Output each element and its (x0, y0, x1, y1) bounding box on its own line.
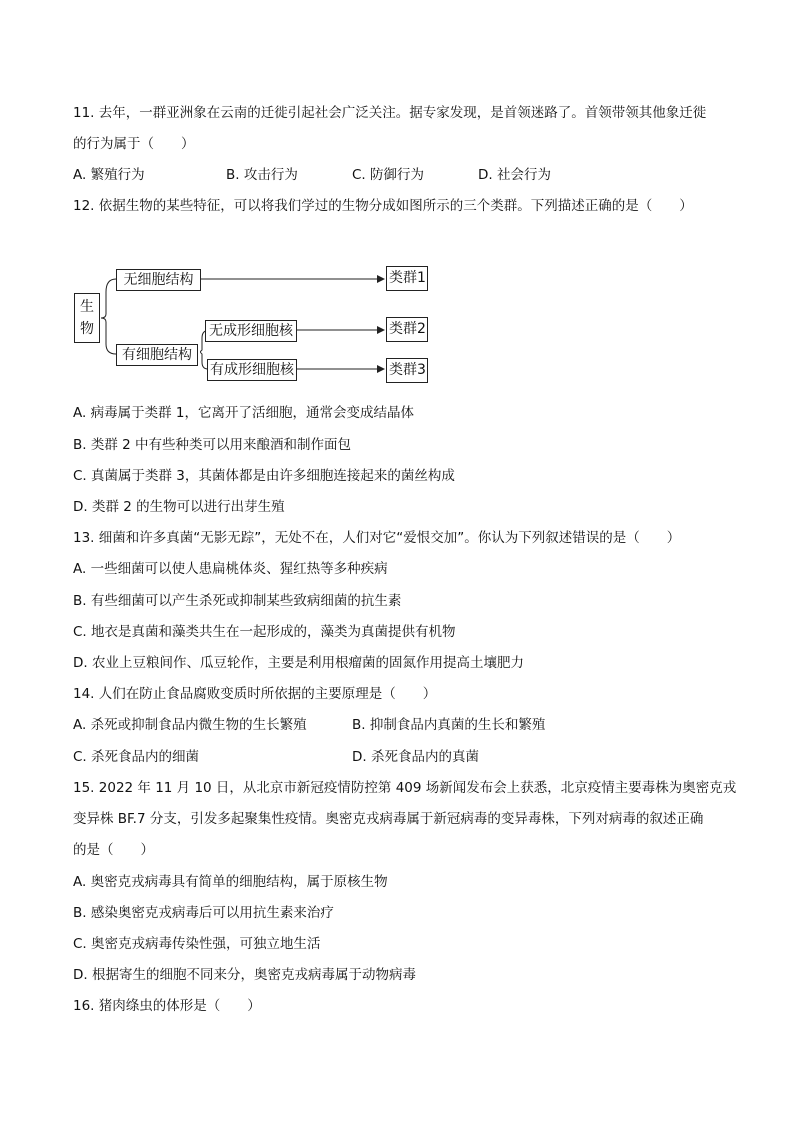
q14-option-c: C. 杀死食品内的细菌 (73, 749, 200, 765)
q13-option-d: D. 农业上豆粮间作、瓜豆轮作，主要是利用根瘤菌的固氮作用提高土壤肥力 (73, 655, 524, 671)
classification-diagram (72, 262, 442, 392)
node-group-2: 类群2 (386, 317, 428, 342)
q13-stem: 13. 细菌和许多真菌“无影无踪”，无处不在，人们对它“爱恨交加”。你认为下列叙述错误的是（ ） (73, 530, 681, 546)
q12-option-a: A. 病毒属于类群 1，它离开了活细胞，通常会变成结晶体 (73, 405, 414, 421)
node-has-cell-structure: 有细胞结构 (116, 344, 198, 366)
q12-stem: 12. 依据生物的某些特征，可以将我们学过的生物分成如图所示的三个类群。下列描述正确的是（ ） (73, 198, 693, 214)
q16-stem: 16. 猪肉绦虫的体形是（ ） (73, 998, 261, 1014)
q12-option-d: D. 类群 2 的生物可以进行出芽生殖 (73, 499, 285, 515)
q14-stem: 14. 人们在防止食品腐败变质时所依据的主要原理是（ ） (73, 686, 437, 702)
q11-stem-line1: 11. 去年，一群亚洲象在云南的迁徙引起社会广泛关注。据专家发现，是首领迷路了。首领带领其他象迁徙 (73, 105, 707, 121)
q12-option-b: B. 类群 2 中有些种类可以用来酿酒和制作面包 (73, 437, 352, 453)
node-no-cell-structure: 无细胞结构 (116, 269, 201, 291)
node-no-nucleus: 无成形细胞核 (205, 320, 297, 342)
q11-option-d: D. 社会行为 (478, 167, 551, 183)
q15-stem-line2: 变异株 BF.7 分支，引发多起聚集性疫情。奥密克戎病毒属于新冠病毒的变异毒株，下列对病毒的叙述正确 (73, 811, 704, 827)
q13-option-a: A. 一些细菌可以使人患扁桃体炎、猩红热等多种疾病 (73, 561, 388, 577)
q14-option-b: B. 抑制食品内真菌的生长和繁殖 (352, 717, 546, 733)
q14-option-d: D. 杀死食品内的真菌 (352, 749, 479, 765)
q15-stem-line1: 15. 2022 年 11 月 10 日，从北京市新冠疫情防控第 409 场新闻发布会上获悉，北京疫情主要毒株为奥密克戎 (73, 780, 737, 796)
q15-option-b: B. 感染奥密克戎病毒后可以用抗生素来治疗 (73, 905, 334, 921)
node-group-1: 类群1 (386, 266, 428, 291)
node-group-3: 类群3 (386, 358, 428, 383)
q15-stem-line3: 的是（ ） (73, 842, 154, 858)
q11-stem-line2: 的行为属于（ ） (73, 136, 195, 152)
q13-option-b: B. 有些细菌可以产生杀死或抑制某些致病细菌的抗生素 (73, 593, 402, 609)
q15-option-c: C. 奥密克戎病毒传染性强，可独立地生活 (73, 936, 321, 952)
q12-option-c: C. 真菌属于类群 3，其菌体都是由许多细胞连接起来的菌丝构成 (73, 468, 455, 484)
q13-option-c: C. 地衣是真菌和藻类共生在一起形成的，藻类为真菌提供有机物 (73, 624, 456, 640)
q15-option-d: D. 根据寄生的细胞不同来分，奥密克戎病毒属于动物病毒 (73, 967, 416, 983)
root-node: 生物 (74, 293, 100, 343)
root-brace (101, 279, 116, 354)
q11-option-c: C. 防御行为 (352, 167, 425, 183)
q14-option-a: A. 杀死或抑制食品内微生物的生长繁殖 (73, 717, 307, 733)
q11-option-b: B. 攻击行为 (226, 167, 298, 183)
q11-option-a: A. 繁殖行为 (73, 167, 145, 183)
node-has-nucleus: 有成形细胞核 (207, 359, 297, 381)
q15-option-a: A. 奥密克戎病毒具有简单的细胞结构，属于原核生物 (73, 874, 388, 890)
